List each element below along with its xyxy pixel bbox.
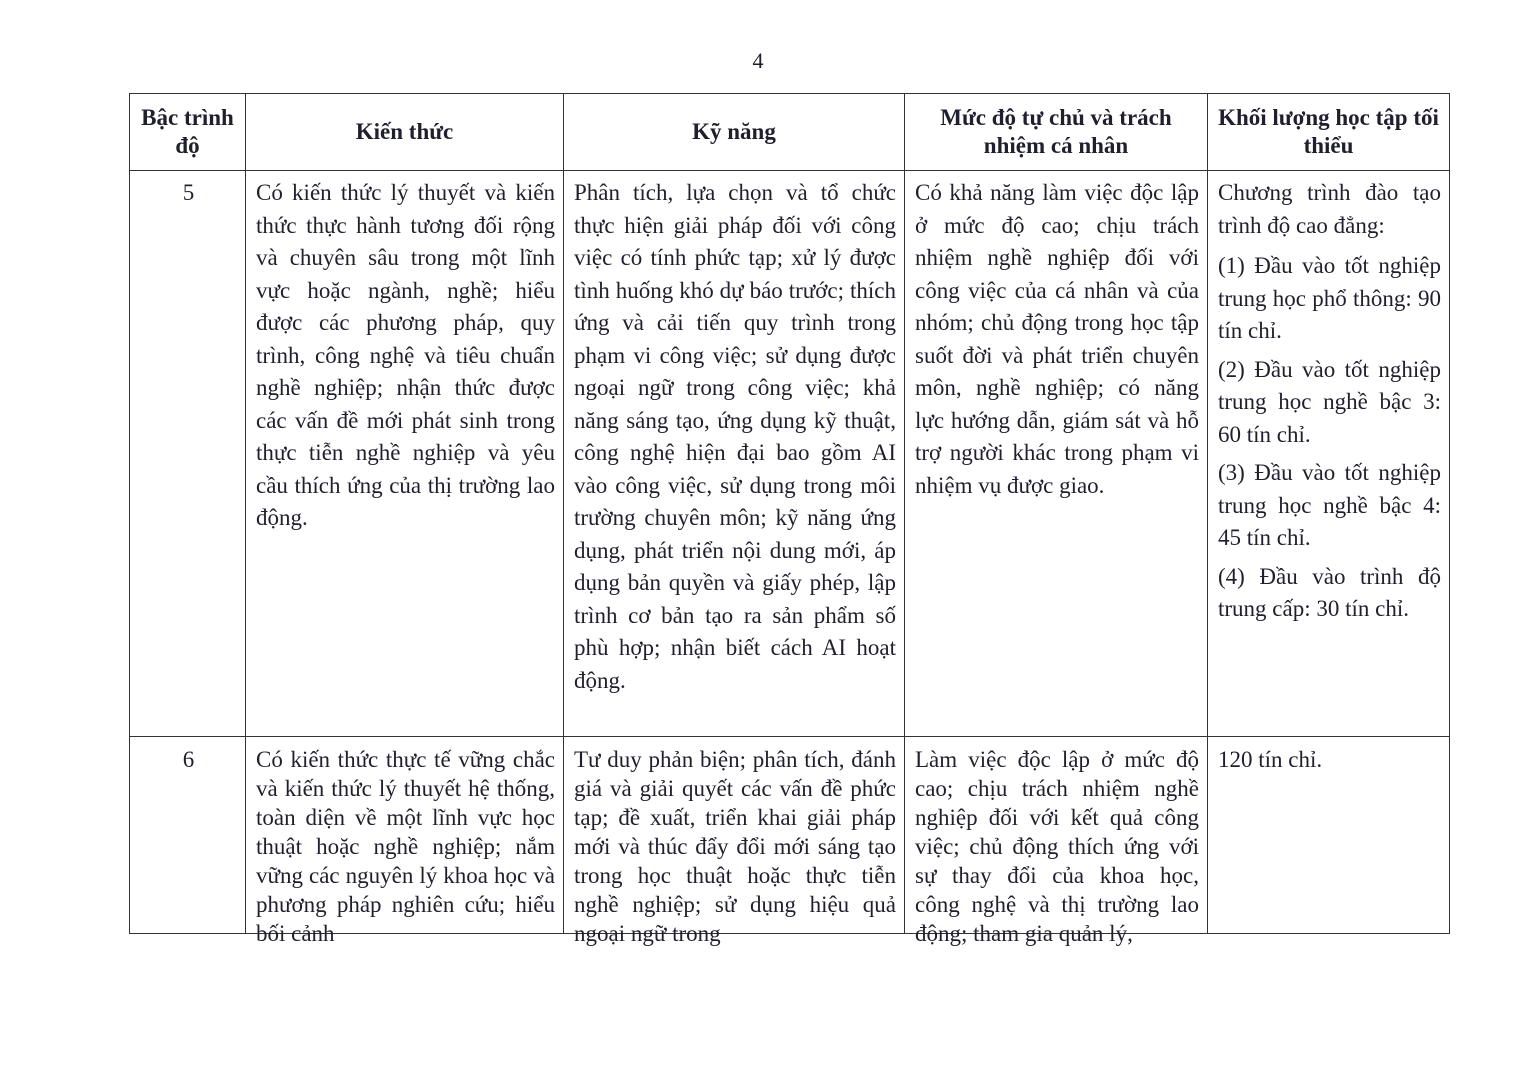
knowledge-cell (246, 737, 564, 946)
header-credits: Khối lượng học tập tối thiểu (1208, 94, 1450, 171)
level-cell (130, 737, 246, 934)
table-row (130, 737, 1450, 934)
autonomy-cell: Có khả năng làm việc độc lập ở mức độ cao; chịu trách nhiệm nghề nghiệp đối với công việc của cá nhân và của nhóm; chủ động trong học tập suốt đời và phát triển chuyên môn, nghề nghiệp; có năng lực hướng dẫn, giám sát và hỗ trợ người khác trong phạm vi nhiệm vụ được giao. (905, 171, 1208, 737)
credits-cell (1208, 171, 1450, 737)
credits-item: (2) Đầu vào tốt nghiệp trung học nghề bậc 3: 60 tín chỉ. (1218, 356, 1441, 447)
knowledge-cell: Có kiến thức lý thuyết và kiến thức thực hành tương đối rộng và chuyên sâu trong một lĩnh vực hoặc ngành, nghề; hiểu được các phương pháp, quy trình, công nghệ và tiêu chuẩn nghề nghiệp; nhận thức được các vấn đề mới phát sinh trong thực tiễn nghề nghiệp và yêu cầu thích ứng của thị trường lao động. (246, 171, 564, 737)
credits-intro: Chương trình đào tạo trình độ cao đẳng: (1218, 180, 1441, 238)
autonomy-cell (905, 737, 1208, 946)
header-level: Bậc trình độ (130, 94, 246, 171)
autonomy-text: Làm việc độc lập ở mức độ cao; chịu trách nhiệm nghề nghiệp đối với kết quả công việc; chủ động thích ứng với sự thay đổi của khoa học, công nghệ và thị trường lao động; tham gia quản lý, (915, 747, 1199, 946)
level-cell: 5 (130, 171, 246, 737)
credits-text: 120 tín chỉ. (1218, 747, 1323, 772)
level-value: 6 (182, 747, 195, 772)
credits-item: (4) Đầu vào trình độ trung cấp: 30 tín chỉ. (1218, 563, 1441, 621)
header-knowledge: Kiến thức (246, 94, 564, 171)
header-autonomy: Mức độ tự chủ và trách nhiệm cá nhân (905, 94, 1208, 171)
page-number: 4 (752, 48, 764, 73)
credits-cell (1208, 737, 1450, 934)
credits-item: (3) Đầu vào tốt nghiệp trung học nghề bậc 4: 45 tín chỉ. (1218, 460, 1441, 550)
skills-cell: Phân tích, lựa chọn và tổ chức thực hiện giải pháp đối với công việc có tính phức tạp; xử lý được tình huống khó dự báo trước; thích ứng và cải tiến quy trình trong phạm vi công việc; sử dụng được ngoại ngữ trong công việc; khả năng sáng tạo, ứng dụng kỹ thuật, công nghệ hiện đại bao gồm AI vào công việc, sử dụng trong môi trường chuyên môn; kỹ năng ứng dụng, phát triển nội dung mới, áp dụng bản quyền và giấy phép, lập trình cơ bản tạo ra sản phẩm số phù hợp; nhận biết cách AI hoạt động. (564, 171, 905, 737)
skills-cell (564, 737, 905, 946)
qualification-table (129, 93, 1450, 946)
skills-text: Tư duy phản biện; phân tích, đánh giá và giải quyết các vấn đề phức tạp; đề xuất, triển khai giải pháp mới và thúc đẩy đổi mới sáng tạo trong học thuật hoặc thực tiễn nghề nghiệp; sử dụng hiệu quả ngoại ngữ trong (574, 747, 896, 946)
credits-item: (1) Đầu vào tốt nghiệp trung học phổ thông: 90 tín chỉ. (1218, 253, 1441, 343)
knowledge-text: Có kiến thức thực tế vững chắc và kiến thức lý thuyết hệ thống, toàn diện về một lĩnh vực học thuật hoặc nghề nghiệp; nắm vững các nguyên lý khoa học và phương pháp nghiên cứu; hiểu bối cảnh (256, 747, 555, 946)
table-row (130, 171, 1450, 737)
header-skills: Kỹ năng (564, 94, 905, 171)
table-header-row (130, 94, 1450, 171)
